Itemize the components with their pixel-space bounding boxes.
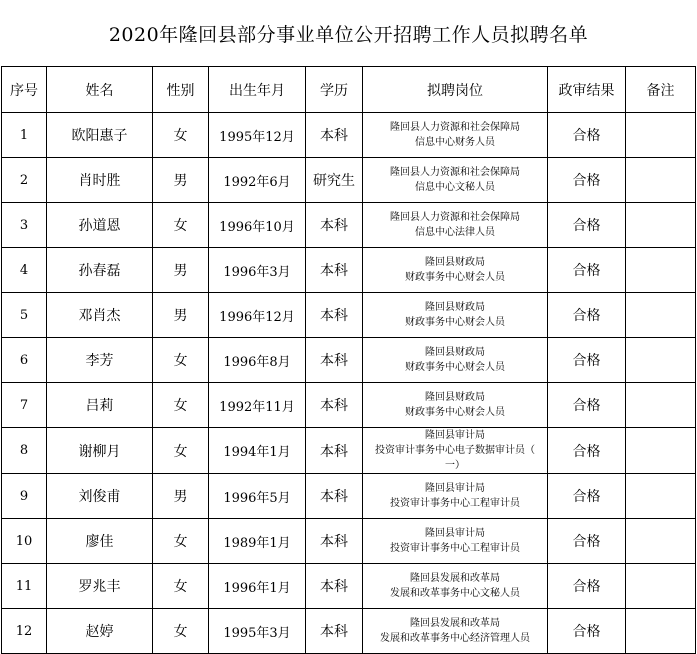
position-line: 投资审计事务中心电子数据审计员（	[375, 445, 535, 456]
row-result: 合格	[548, 564, 626, 609]
header-remark: 备注	[626, 67, 696, 113]
row-gender: 男	[153, 293, 209, 338]
table-row	[2, 519, 696, 564]
row-name: 孙道恩	[47, 203, 153, 248]
row-position	[363, 338, 548, 383]
row-name: 肖时胜	[47, 158, 153, 203]
row-remark	[626, 519, 696, 564]
header-dob: 出生年月	[209, 67, 306, 113]
position-line: 隆回县人力资源和社会保障局	[390, 122, 520, 133]
row-result: 合格	[548, 158, 626, 203]
row-gender: 女	[153, 519, 209, 564]
row-edu: 本科	[306, 609, 363, 654]
row-remark	[626, 248, 696, 293]
header-position: 拟聘岗位	[363, 67, 548, 113]
position-line: 隆回县审计局	[425, 483, 485, 494]
row-dob: 1992年6月	[209, 158, 306, 203]
table-row	[2, 428, 696, 474]
row-edu: 本科	[306, 564, 363, 609]
header-gender: 性别	[153, 67, 209, 113]
table-row	[2, 158, 696, 203]
row-dob: 1996年12月	[209, 293, 306, 338]
row-result: 合格	[548, 248, 626, 293]
row-remark	[626, 113, 696, 158]
position-line: 财政事务中心财会人员	[405, 362, 505, 373]
row-no: 11	[2, 564, 47, 609]
row-edu: 研究生	[306, 158, 363, 203]
table-row	[2, 203, 696, 248]
row-remark	[626, 474, 696, 519]
row-gender: 男	[153, 248, 209, 293]
row-remark	[626, 383, 696, 428]
row-dob: 1996年10月	[209, 203, 306, 248]
row-gender: 男	[153, 158, 209, 203]
position-line: 财政事务中心财会人员	[405, 272, 505, 283]
row-edu: 本科	[306, 474, 363, 519]
row-edu: 本科	[306, 428, 363, 474]
row-dob: 1996年1月	[209, 564, 306, 609]
row-dob: 1996年8月	[209, 338, 306, 383]
row-no: 5	[2, 293, 47, 338]
row-result: 合格	[548, 338, 626, 383]
position-line: 隆回县发展和改革局	[410, 618, 500, 629]
row-dob: 1989年1月	[209, 519, 306, 564]
row-name: 邓肖杰	[47, 293, 153, 338]
row-edu: 本科	[306, 248, 363, 293]
row-no: 9	[2, 474, 47, 519]
position-line: 隆回县发展和改革局	[410, 573, 500, 584]
row-gender: 男	[153, 474, 209, 519]
row-gender: 女	[153, 338, 209, 383]
row-position	[363, 293, 548, 338]
position-line: 投资审计事务中心工程审计员	[390, 543, 520, 554]
row-no: 6	[2, 338, 47, 383]
row-gender: 女	[153, 428, 209, 474]
table-row	[2, 338, 696, 383]
row-name: 李芳	[47, 338, 153, 383]
row-dob: 1996年5月	[209, 474, 306, 519]
row-no: 7	[2, 383, 47, 428]
row-position	[363, 474, 548, 519]
row-position	[363, 248, 548, 293]
row-name: 孙春磊	[47, 248, 153, 293]
document-title: 2020年隆回县部分事业单位公开招聘工作人员拟聘名单	[108, 24, 589, 46]
row-edu: 本科	[306, 519, 363, 564]
row-name: 欧阳惠子	[47, 113, 153, 158]
row-remark	[626, 564, 696, 609]
row-result: 合格	[548, 383, 626, 428]
position-line: 投资审计事务中心工程审计员	[390, 498, 520, 509]
row-position	[363, 203, 548, 248]
position-line: 发展和改革事务中心经济管理人员	[380, 633, 530, 644]
row-position	[363, 158, 548, 203]
row-name: 吕莉	[47, 383, 153, 428]
header-no: 序号	[2, 67, 47, 113]
row-position	[363, 609, 548, 654]
table-row	[2, 383, 696, 428]
row-position	[363, 428, 548, 474]
row-no: 12	[2, 609, 47, 654]
row-dob: 1995年12月	[209, 113, 306, 158]
row-gender: 女	[153, 383, 209, 428]
row-result: 合格	[548, 113, 626, 158]
row-no: 10	[2, 519, 47, 564]
row-gender: 女	[153, 564, 209, 609]
row-remark	[626, 158, 696, 203]
row-gender: 女	[153, 203, 209, 248]
header-name: 姓名	[47, 67, 153, 113]
position-line: 隆回县人力资源和社会保障局	[390, 167, 520, 178]
row-position	[363, 519, 548, 564]
position-line: 隆回县财政局	[425, 302, 485, 313]
position-line: 财政事务中心财会人员	[405, 317, 505, 328]
row-position	[363, 564, 548, 609]
row-remark	[626, 609, 696, 654]
row-no: 1	[2, 113, 47, 158]
position-line: 一）	[445, 460, 465, 471]
row-edu: 本科	[306, 338, 363, 383]
row-no: 3	[2, 203, 47, 248]
row-name: 谢柳月	[47, 428, 153, 474]
table-row	[2, 609, 696, 654]
row-result: 合格	[548, 293, 626, 338]
header-edu: 学历	[306, 67, 363, 113]
row-dob: 1996年3月	[209, 248, 306, 293]
position-line: 信息中心文秘人员	[415, 182, 495, 193]
row-no: 2	[2, 158, 47, 203]
row-gender: 女	[153, 609, 209, 654]
position-line: 信息中心财务人员	[415, 137, 495, 148]
position-line: 隆回县审计局	[425, 430, 485, 441]
row-name: 赵婷	[47, 609, 153, 654]
roster-table	[1, 66, 696, 654]
row-result: 合格	[548, 428, 626, 474]
row-result: 合格	[548, 609, 626, 654]
row-remark	[626, 293, 696, 338]
row-no: 8	[2, 428, 47, 474]
position-line: 信息中心法律人员	[415, 227, 495, 238]
row-no: 4	[2, 248, 47, 293]
row-edu: 本科	[306, 203, 363, 248]
table-row	[2, 113, 696, 158]
position-line: 隆回县人力资源和社会保障局	[390, 212, 520, 223]
row-edu: 本科	[306, 113, 363, 158]
row-edu: 本科	[306, 293, 363, 338]
header-result: 政审结果	[548, 67, 626, 113]
table-row	[2, 564, 696, 609]
row-name: 罗兆丰	[47, 564, 153, 609]
table-row	[2, 293, 696, 338]
row-position	[363, 383, 548, 428]
table-row	[2, 248, 696, 293]
row-gender: 女	[153, 113, 209, 158]
row-result: 合格	[548, 474, 626, 519]
row-result: 合格	[548, 519, 626, 564]
row-position	[363, 113, 548, 158]
position-line: 隆回县财政局	[425, 347, 485, 358]
row-edu: 本科	[306, 383, 363, 428]
row-dob: 1995年3月	[209, 609, 306, 654]
row-result: 合格	[548, 203, 626, 248]
position-line: 财政事务中心财会人员	[405, 407, 505, 418]
row-remark	[626, 428, 696, 474]
row-remark	[626, 203, 696, 248]
position-line: 发展和改革事务中心文秘人员	[390, 588, 520, 599]
header-row	[2, 67, 696, 113]
row-name: 刘俊甫	[47, 474, 153, 519]
row-remark	[626, 338, 696, 383]
row-dob: 1992年11月	[209, 383, 306, 428]
position-line: 隆回县财政局	[425, 392, 485, 403]
position-line: 隆回县审计局	[425, 528, 485, 539]
position-line: 隆回县财政局	[425, 257, 485, 268]
row-name: 廖佳	[47, 519, 153, 564]
roster-body	[2, 113, 696, 654]
row-dob: 1994年1月	[209, 428, 306, 474]
table-row	[2, 474, 696, 519]
